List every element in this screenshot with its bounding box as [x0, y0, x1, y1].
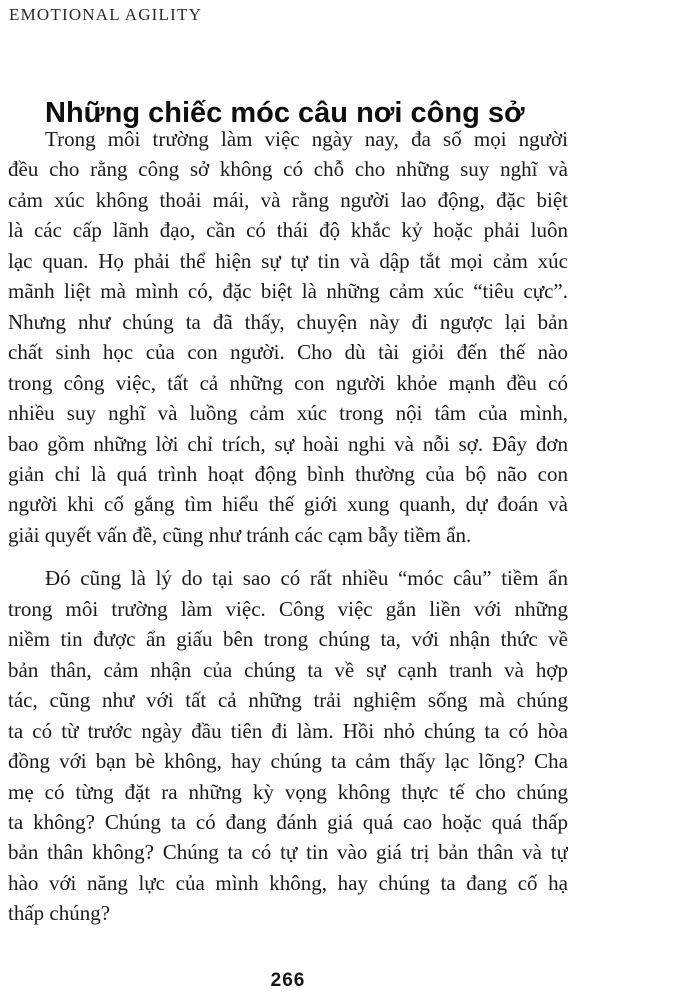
- text-line: Nhưng như chúng ta đã thấy, chuyện này đi ngược lại bản: [8, 309, 568, 334]
- text-line: tác, cũng như với tất cả những trải nghiệm sống mà chúng: [8, 688, 568, 713]
- text-line: trong môi trường làm việc. Công việc gắn liền với những: [8, 596, 568, 621]
- text-line: cảm xúc không thoải mái, và rằng người lao động, đặc biệt: [8, 187, 568, 212]
- text-line: bao gồm những lời chỉ trích, sự hoài nghi và nỗi sợ. Đây đơn: [8, 431, 568, 456]
- text-line: hào với năng lực của mình không, hay chúng ta đang cố hạ: [8, 870, 568, 895]
- text-line: đều cho rằng công sở không có chỗ cho những suy nghĩ và: [8, 157, 568, 182]
- text-line: mẹ có từng đặt ra những kỳ vọng không thực tế cho chúng: [8, 779, 568, 804]
- paragraph-2: [8, 563, 568, 928]
- text-line: thấp chúng?: [8, 901, 111, 926]
- text-line: niềm tin được ẩn giấu bên trong chúng ta, với nhận thức về: [8, 627, 568, 652]
- paragraph-1: [8, 124, 568, 550]
- text-line: ta có từ trước ngày đầu tiên đi làm. Hồi nhỏ chúng ta có hòa: [8, 718, 568, 743]
- text-line: Trong môi trường làm việc ngày nay, đa số mọi người: [45, 127, 568, 151]
- text-line: giản chỉ là quá trình hoạt động bình thường của bộ não con: [8, 461, 568, 486]
- text-line: giải quyết vấn đề, cũng như tránh các cạm bẫy tiềm ẩn.: [8, 522, 472, 547]
- running-header: EMOTIONAL AGILITY: [9, 5, 203, 24]
- text-line: chất sinh học của con người. Cho dù tài giỏi đến thế nào: [8, 340, 568, 365]
- body-text: [8, 124, 568, 929]
- text-line: Đó cũng là lý do tại sao có rất nhiều “móc câu” tiềm ẩn: [45, 566, 568, 591]
- chapter-title: Những chiếc móc câu nơi công sở: [45, 97, 525, 130]
- text-line: mãnh liệt mà mình có, đặc biệt là những cảm xúc “tiêu cực”.: [8, 279, 568, 304]
- text-line: ta không? Chúng ta có đang đánh giá quá cao hoặc quá thấp: [8, 809, 568, 834]
- text-line: lạc quan. Họ phải thể hiện sự tự tin và dập tắt mọi cảm xúc: [8, 248, 568, 273]
- text-line: nhiều suy nghĩ và luồng cảm xúc trong nội tâm của mình,: [8, 401, 568, 426]
- page-number: 266: [270, 970, 306, 991]
- text-line: đồng với bạn bè không, hay chúng ta cảm thấy lạc lõng? Cha: [8, 749, 568, 774]
- text-line: bản thân, cảm nhận của chúng ta về sự cạnh tranh và hợp: [8, 657, 568, 682]
- text-line: bản thân không? Chúng ta có tự tin vào giá trị bản thân và tự: [8, 840, 568, 865]
- text-line: người khi cố gắng tìm hiểu thế giới xung quanh, dự đoán và: [8, 492, 568, 517]
- text-line: là các cấp lãnh đạo, cần có thái độ khắc kỷ hoặc phải luôn: [8, 218, 568, 243]
- text-line: trong công việc, tất cả những con người khỏe mạnh đều có: [8, 370, 568, 395]
